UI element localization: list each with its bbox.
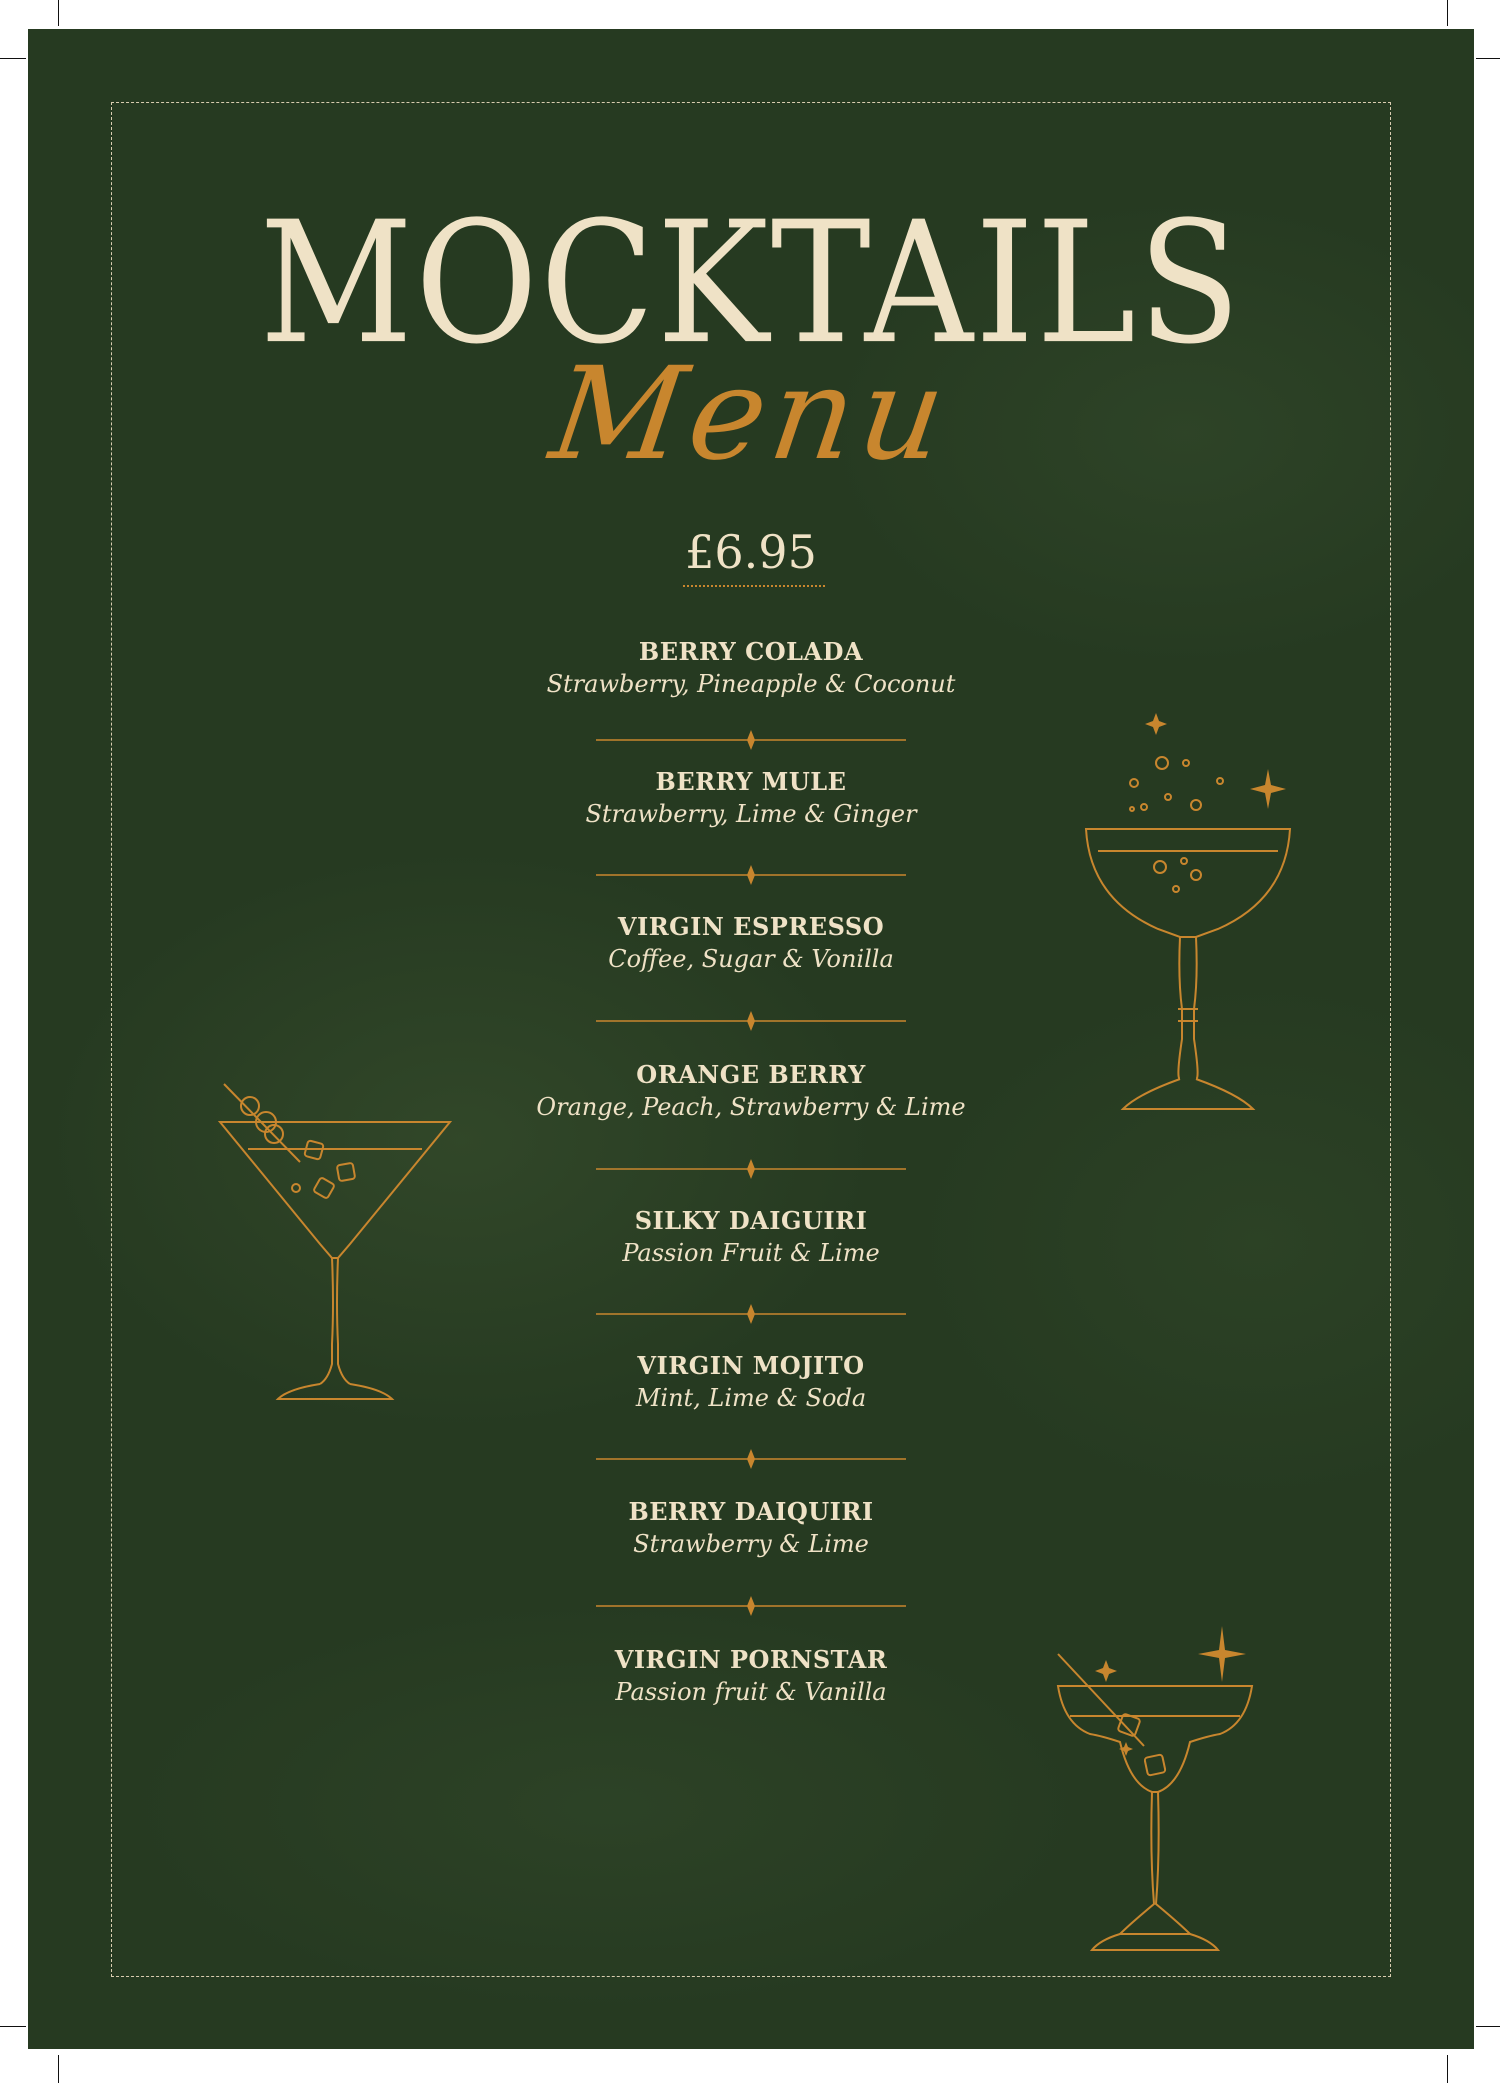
divider-diamond-icon — [596, 865, 906, 885]
menu-item — [28, 1497, 1474, 1561]
menu-title: MOCKTAILS — [259, 186, 1243, 382]
crop-mark — [1476, 58, 1500, 59]
item-description: Coffee, Sugar & Vonilla — [608, 945, 894, 973]
item-name: ORANGE BERRY — [636, 1060, 866, 1089]
martini-glass-icon — [188, 1054, 478, 1404]
coupe-glass-icon — [1078, 699, 1298, 1119]
item-name: VIRGIN MOJITO — [637, 1351, 865, 1380]
divider-diamond-icon — [596, 1304, 906, 1324]
crop-mark — [0, 58, 26, 59]
crop-mark — [58, 0, 59, 26]
crop-mark — [1476, 2026, 1500, 2027]
item-name: SILKY DAIGUIRI — [634, 1206, 868, 1235]
crop-mark — [1447, 2055, 1448, 2083]
item-description: Strawberry, Lime & Ginger — [585, 800, 917, 828]
item-description: Passion fruit & Vanilla — [615, 1678, 887, 1706]
menu-price: £6.95 — [685, 525, 817, 579]
crop-mark — [0, 2026, 26, 2027]
divider-diamond-icon — [596, 730, 906, 750]
menu-page — [28, 29, 1474, 2049]
margarita-glass-icon — [1040, 1624, 1270, 1959]
item-description: Passion Fruit & Lime — [622, 1239, 880, 1267]
item-name: BERRY DAIQUIRI — [628, 1497, 874, 1526]
crop-mark — [58, 2055, 59, 2083]
item-description: Strawberry & Lime — [633, 1530, 869, 1558]
item-name: VIRGIN PORNSTAR — [614, 1645, 888, 1674]
item-name: BERRY COLADA — [638, 637, 864, 666]
price-underline — [683, 585, 825, 587]
menu-subtitle: Menu — [542, 340, 960, 489]
divider-diamond-icon — [596, 1449, 906, 1469]
item-name: VIRGIN ESPRESSO — [617, 912, 885, 941]
item-description: Mint, Lime & Soda — [635, 1384, 867, 1412]
divider-diamond-icon — [596, 1596, 906, 1616]
item-description: Orange, Peach, Strawberry & Lime — [536, 1093, 966, 1121]
divider-diamond-icon — [596, 1011, 906, 1031]
divider-diamond-icon — [596, 1159, 906, 1179]
menu-item — [28, 637, 1474, 701]
item-name: BERRY MULE — [655, 767, 847, 796]
crop-mark — [1447, 0, 1448, 26]
item-description: Strawberry, Pineapple & Coconut — [546, 670, 956, 698]
